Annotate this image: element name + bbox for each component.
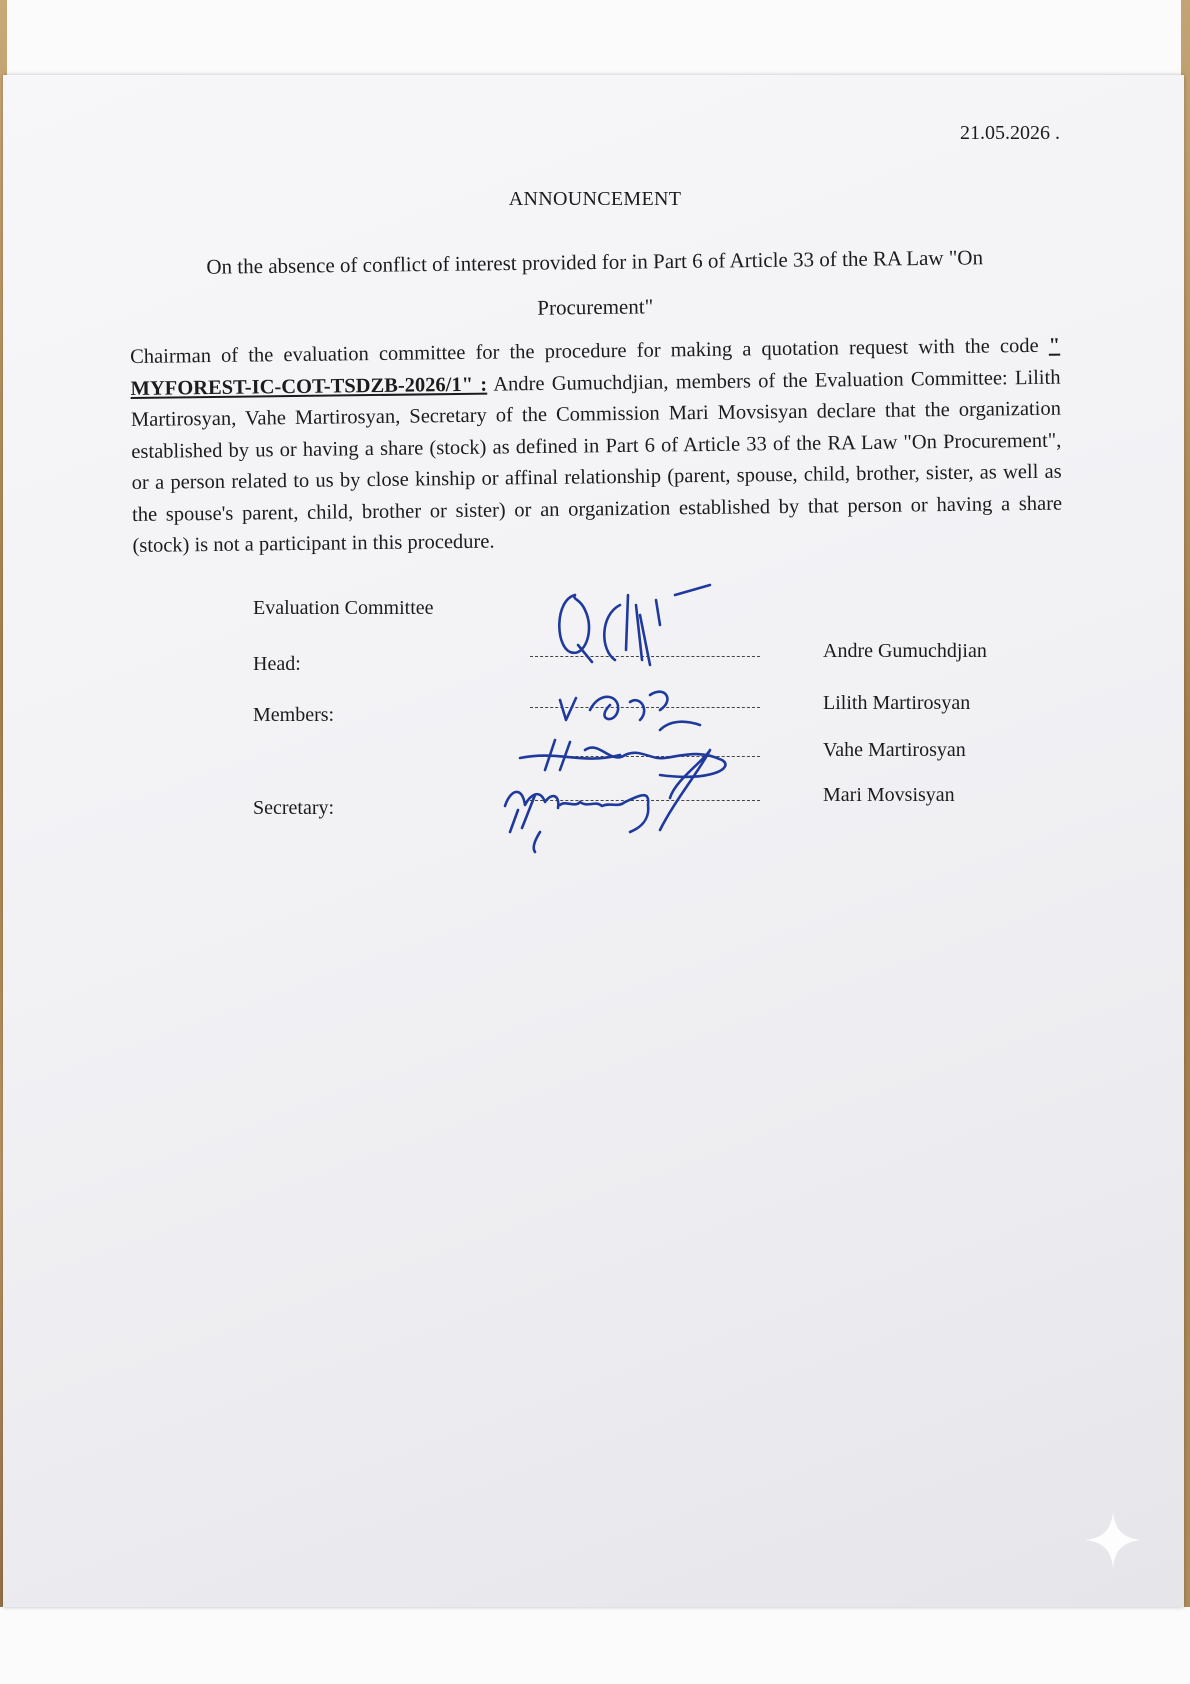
members-label: Members: bbox=[253, 704, 335, 726]
signature-secretary bbox=[505, 750, 710, 852]
document-title: ANNOUNCEMENT bbox=[508, 188, 682, 210]
body-text-intro: Chairman of the evaluation committee for the procedure for making a quotation request with the code bbox=[130, 334, 1049, 368]
secretary-label: Secretary: bbox=[253, 797, 335, 819]
body-text-rest: Andre Gumuchdjian, members of the Evaluation Committee: Lilith Martirosyan, Vahe Martirosyan, Secretary of the Commission Mari Movsisyan declare that the organization established by us or having a share (stock) as defined in Part 6 of Article 33 of the RA Law "On Procurement", or a person related to us by close kinship or affinal relationship (parent, spouse, child, brother, sister, as well as the spouse's parent, child, brother or sister) or an organization established by that person or having a share (stock) is not a participant in this procedure. bbox=[130, 366, 1063, 557]
scan-top-margin bbox=[0, 0, 1190, 75]
head-label: Head: bbox=[253, 653, 301, 675]
handwritten-signatures bbox=[500, 570, 800, 860]
signature-member-1 bbox=[560, 692, 700, 730]
name-member-2: Vahe Martirosyan bbox=[823, 739, 966, 761]
declaration-paragraph bbox=[130, 331, 1063, 563]
document-date: 21.05.2026 . bbox=[960, 122, 1060, 144]
sparkle-icon bbox=[1083, 1510, 1143, 1570]
name-head: Andre Gumuchdjian bbox=[823, 640, 987, 662]
name-secretary: Mari Movsisyan bbox=[823, 784, 955, 806]
scan-bottom-margin bbox=[0, 1607, 1190, 1684]
procedure-code: " MYFOREST-IC-COT-TSDZB-2026/1" : bbox=[130, 334, 1061, 400]
signature-head bbox=[559, 585, 710, 665]
signature-member-2 bbox=[520, 740, 725, 777]
name-member-1: Lilith Martirosyan bbox=[823, 692, 971, 714]
committee-label: Evaluation Committee bbox=[253, 597, 434, 619]
document-subtitle: On the absence of conflict of interest provided for in Part 6 of Article 33 of the RA Law "On Procurement" bbox=[206, 245, 984, 320]
